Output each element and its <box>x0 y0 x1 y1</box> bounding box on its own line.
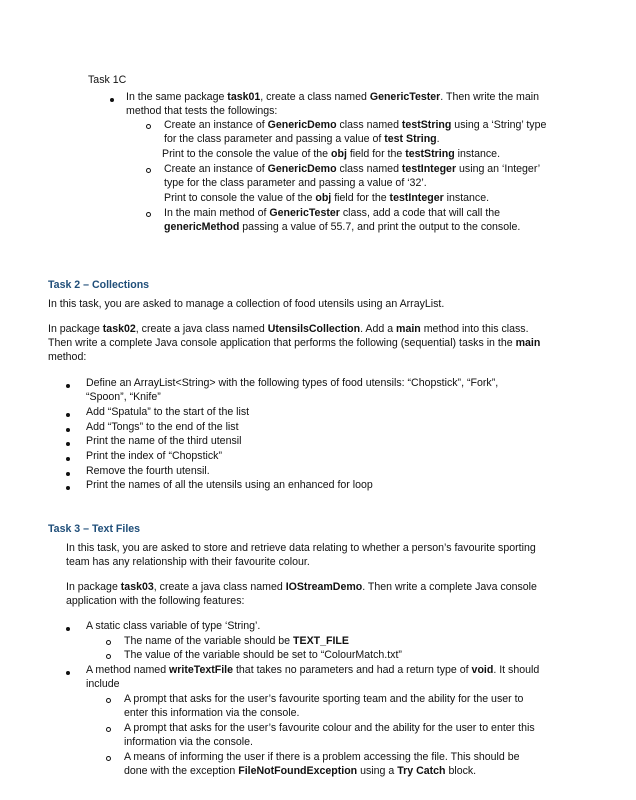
task3-intro-line1: In this task, you are asked to store and retrieve data relating to whether a person’s favourite sporting <box>66 542 536 554</box>
task3-b1-line1: A static class variable of type ‘String’. <box>86 620 261 632</box>
sub-bullet-icon <box>106 654 111 659</box>
task2-p1-line3: method: <box>48 351 87 363</box>
task3-b1-sub2: The value of the variable should be set to “ColourMatch.txt” <box>124 649 402 661</box>
task3-b2-sub1-line2: enter this information via the console. <box>124 707 300 719</box>
task2-item1-line1: Define an ArrayList<String> with the following types of food utensils: “Chopstick”, “Fork”, <box>86 377 499 389</box>
bullet-icon <box>66 457 70 461</box>
task3-intro-line2: team has any relationship with their favourite colour. <box>66 556 310 568</box>
bullet-icon <box>66 428 70 432</box>
task1c-title: Task 1C <box>88 74 127 86</box>
task3-p1-line2: application with the following features: <box>66 595 245 607</box>
task2-item7: Print the names of all the utensils using an enhanced for loop <box>86 479 373 491</box>
task3-b2-sub3-line1: A means of informing the user if there is a problem accessing the file. This should be <box>124 751 520 763</box>
task2-p1-line2: Then write a complete Java console application that performs the following (sequential) tasks in the main <box>48 337 541 349</box>
bullet-icon <box>110 98 114 102</box>
task1c-s3-line2: genericMethod passing a value of 55.7, and print the output to the console. <box>164 221 521 233</box>
bullet-icon <box>66 384 70 388</box>
task2-p1-line1: In package task02, create a java class named UtensilsCollection. Add a main method into this class. <box>48 323 529 335</box>
task1c-s1-line3: Print to the console the value of the obj field for the testString instance. <box>162 148 501 160</box>
task3-p1-line1: In package task03, create a java class named IOStreamDemo. Then write a complete Java console <box>66 581 537 593</box>
bullet-icon <box>66 472 70 476</box>
task1c-b1-line1: In the same package task01, create a class named GenericTester. Then write the main <box>126 91 540 103</box>
task1c-b1-line2: method that tests the followings: <box>126 105 278 117</box>
sub-bullet-icon <box>106 756 111 761</box>
sub-bullet-icon <box>106 727 111 732</box>
bullet-icon <box>66 442 70 446</box>
sub-bullet-icon <box>146 212 151 217</box>
bullet-icon <box>66 671 70 675</box>
sub-bullet-icon <box>106 698 111 703</box>
task1c-s3-line1: In the main method of GenericTester class, add a code that will call the <box>164 207 501 219</box>
task1c-s2-line2: type for the class parameter and passing a value of ‘32’. <box>164 177 427 189</box>
bullet-icon <box>66 627 70 631</box>
task1c-s1-line2: for the class parameter and passing a value of test String. <box>164 133 440 145</box>
task2-item4: Print the name of the third utensil <box>86 435 242 447</box>
task3-b2-sub3-line2: done with the exception FileNotFoundException using a Try Catch block. <box>124 765 477 777</box>
task2-intro: In this task, you are asked to manage a collection of food utensils using an ArrayList. <box>48 298 445 310</box>
task3-b1-sub1: The name of the variable should be TEXT_FILE <box>124 635 349 647</box>
task2-item2: Add “Spatula” to the start of the list <box>86 406 250 418</box>
sub-bullet-icon <box>106 640 111 645</box>
task2-heading: Task 2 – Collections <box>48 279 150 291</box>
task1c-s2-line3: Print to console the value of the obj field for the testInteger instance. <box>164 192 490 204</box>
task3-b2-line1: A method named writeTextFile that takes no parameters and had a return type of void. It should <box>86 664 540 676</box>
task1c-s1-line1: Create an instance of GenericDemo class named testString using a ‘String’ type <box>164 119 547 131</box>
task3-heading: Task 3 – Text Files <box>48 523 141 535</box>
task3-b2-line2: include <box>86 678 120 690</box>
task2-item3: Add “Tongs” to the end of the list <box>86 421 239 433</box>
task2-item6: Remove the fourth utensil. <box>86 465 210 477</box>
bullet-icon <box>66 413 70 417</box>
sub-bullet-icon <box>146 124 151 129</box>
task3-b2-sub1-line1: A prompt that asks for the user’s favourite sporting team and the ability for the user to <box>124 693 524 705</box>
task3-b2-sub2-line2: information via the console. <box>124 736 253 748</box>
task2-item5: Print the index of “Chopstick” <box>86 450 223 462</box>
bullet-icon <box>66 486 70 490</box>
task1c-s2-line1: Create an instance of GenericDemo class named testInteger using an ‘Integer’ <box>164 163 541 175</box>
sub-bullet-icon <box>146 168 151 173</box>
task2-item1-line2: “Spoon”, “Knife” <box>86 391 161 403</box>
task3-b2-sub2-line1: A prompt that asks for the user’s favourite colour and the ability for the user to enter this <box>124 722 535 734</box>
